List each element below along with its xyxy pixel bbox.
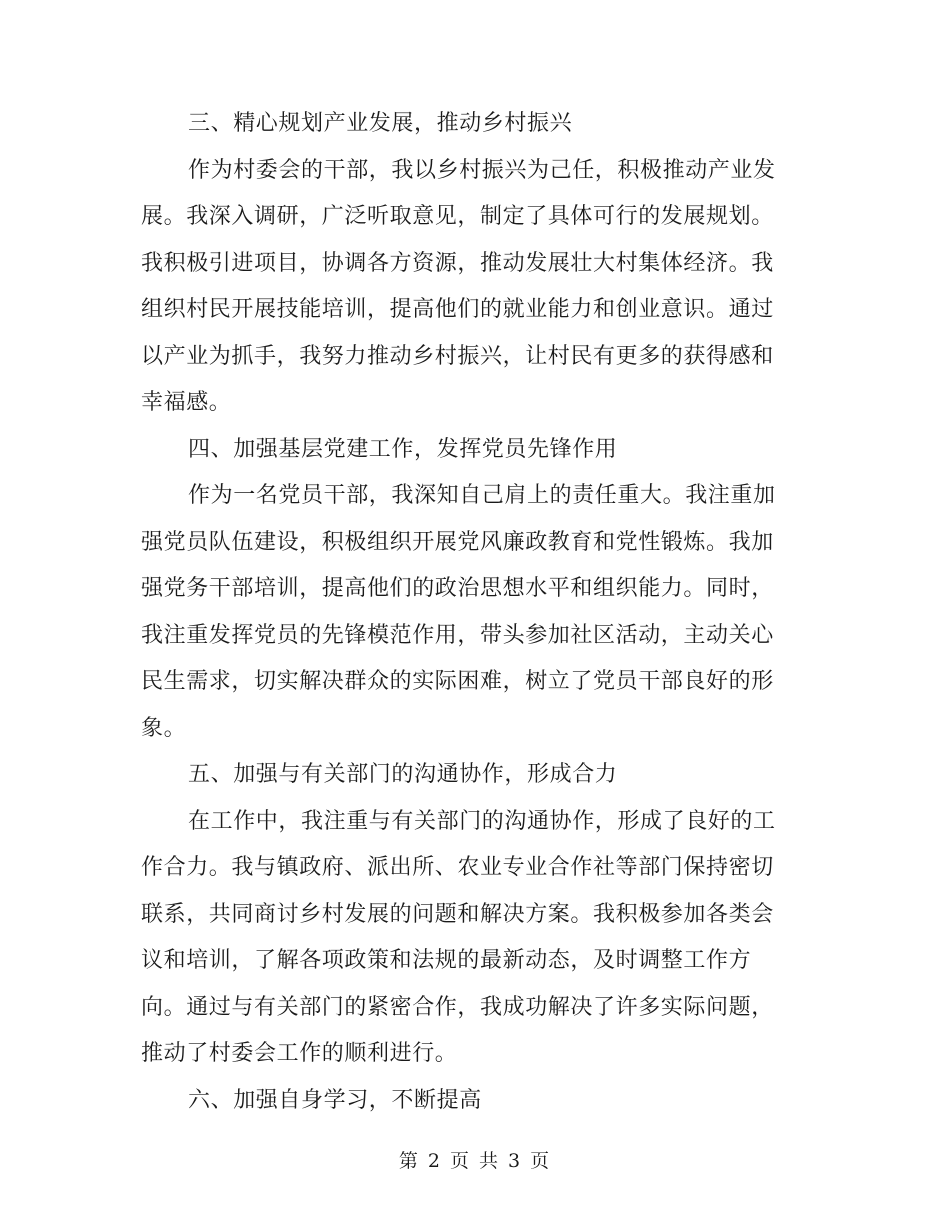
section-heading: 三、精心规划产业发展，推动乡村振兴 xyxy=(188,111,573,136)
text-line: 民生需求，切实解决群众的实际困难，树立了党员干部良好的形 xyxy=(141,669,774,694)
text-line: 联系，共同商讨乡村发展的问题和解决方案。我积极参加各类会 xyxy=(141,901,774,927)
page-footer: 第 2 页 共 3 页 xyxy=(398,1150,552,1172)
body-text xyxy=(141,101,811,1124)
text-line: 作合力。我与镇政府、派出所、农业专业合作社等部门保持密切 xyxy=(141,855,774,880)
text-line: 作为一名党员干部，我深知自己肩上的责任重大。我注重加 xyxy=(188,483,776,508)
section-heading: 五、加强与有关部门的沟通协作，形成合力 xyxy=(188,762,618,787)
text-line: 在工作中，我注重与有关部门的沟通协作，形成了良好的工 xyxy=(188,808,776,834)
text-line: 展。我深入调研，广泛听取意见，制定了具体可行的发展规划。 xyxy=(141,204,774,229)
text-line: 我积极引进项目，协调各方资源，推动发展壮大村集体经济。我 xyxy=(141,250,774,276)
text-line: 推动了村委会工作的顺利进行。 xyxy=(141,1041,458,1066)
text-line: 向。通过与有关部门的紧密合作，我成功解决了许多实际问题， xyxy=(141,994,774,1020)
section-heading: 四、加强基层党建工作，发挥党员先锋作用 xyxy=(188,436,618,462)
text-line: 我注重发挥党员的先锋模范作用，带头参加社区活动，主动关心 xyxy=(141,622,774,648)
text-line: 象。 xyxy=(141,715,187,741)
text-line: 幸福感。 xyxy=(141,390,232,415)
text-line: 强党员队伍建设，积极组织开展党风廉政教育和党性锻炼。我加 xyxy=(141,529,774,555)
text-line: 强党务干部培训，提高他们的政治思想水平和组织能力。同时， xyxy=(141,576,774,601)
text-line: 以产业为抓手，我努力推动乡村振兴，让村民有更多的获得感和 xyxy=(141,343,774,369)
text-line: 组织村民开展技能培训，提高他们的就业能力和创业意识。通过 xyxy=(141,297,774,322)
text-line: 作为村委会的干部，我以乡村振兴为己任，积极推动产业发 xyxy=(188,157,776,183)
text-line: 议和培训，了解各项政策和法规的最新动态，及时调整工作方 xyxy=(141,948,752,973)
section-heading: 六、加强自身学习，不断提高 xyxy=(188,1087,482,1113)
